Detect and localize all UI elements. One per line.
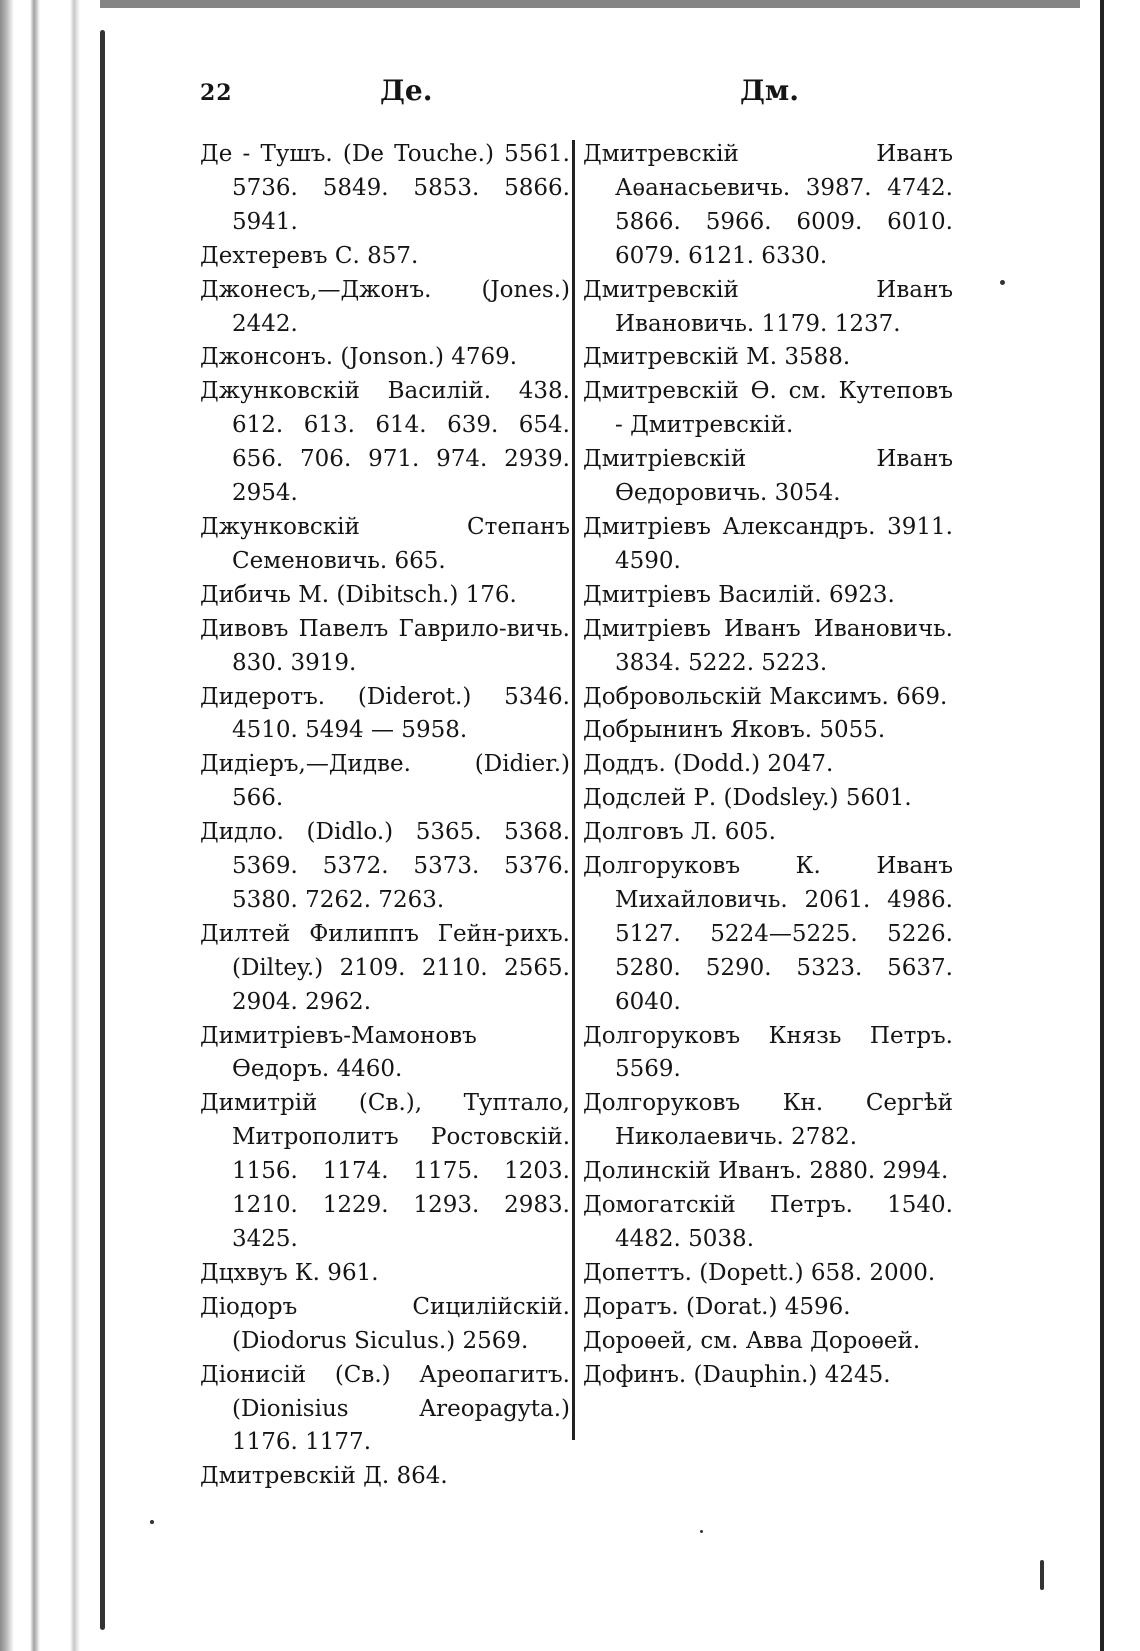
index-entry: Домогатскій Петръ. 1540. 4482. 5038. xyxy=(583,1192,953,1252)
right-running-head: Дм. xyxy=(740,74,799,107)
index-entry: Димитріевъ-Мамоновъ Ѳедоръ. 4460. xyxy=(200,1022,477,1083)
index-entry: Дмитревскій Иванъ Ивановичь. 1179. 1237. xyxy=(583,276,953,337)
print-speck xyxy=(1040,1560,1044,1590)
page-number: 22 xyxy=(200,80,233,106)
index-entry: Добрынинъ Яковъ. 5055. xyxy=(583,717,886,744)
index-entry: Дмитревскій Иванъ Аѳанасьевичь. 3987. 4742. 5866. 5966. 6009. 6010. 6079. 6121. 6330. xyxy=(583,141,953,269)
index-entry: Джунковскій Степанъ Семеновичь. 665. xyxy=(200,513,570,574)
index-entry: Діодоръ Сицилійскій. (Diodorus Siculus.) 2569. xyxy=(200,1293,570,1354)
print-speck xyxy=(150,1520,154,1524)
index-entry: Дивовъ Павелъ Гаврило-вичь. 830. 3919. xyxy=(200,615,570,676)
index-entry: Де - Тушъ. (De Touche.) 5561. 5736. 5849. 5853. 5866. 5941. xyxy=(200,141,570,235)
left-index-column xyxy=(200,138,570,1494)
index-entry: Долговъ Л. 605. xyxy=(583,819,776,846)
index-entry: Дофинъ. (Dauphin.) 4245. xyxy=(583,1361,891,1388)
index-entry: Доратъ. (Dorat.) 4596. xyxy=(583,1293,851,1320)
index-entry: Джонсонъ. (Jonson.) 4769. xyxy=(200,344,518,371)
index-entry: Дидло. (Didlo.) 5365. 5368. 5369. 5372. 5373. 5376. 5380. 7262. 7263. xyxy=(200,819,570,913)
index-entry: Дмитревскій Ѳ. см. Кутеповъ - Дмитревскій. xyxy=(583,378,953,439)
binding-edge xyxy=(100,30,105,1630)
index-entry: Дмитріевъ Иванъ Ивановичь. 3834. 5222. 5223. xyxy=(583,615,953,676)
index-entry: Дмитревскій М. 3588. xyxy=(583,344,851,371)
print-speck xyxy=(700,1530,703,1533)
index-entry: Дмитріевъ Александръ. 3911. 4590. xyxy=(583,513,953,574)
index-entry: Долгоруковъ Князь Петръ. 5569. xyxy=(583,1022,953,1083)
index-entry: Дмитревскій Д. 864. xyxy=(200,1463,448,1490)
print-speck xyxy=(1000,280,1005,285)
top-page-edge xyxy=(100,0,1080,8)
right-index-column xyxy=(583,138,953,1393)
index-entry: Діонисій (Св.) Ареопагитъ. (Dionisius Areopagyta.) 1176. 1177. xyxy=(200,1361,570,1456)
index-entry: Доддъ. (Dodd.) 2047. xyxy=(583,751,834,778)
running-head xyxy=(200,74,1000,124)
column-divider xyxy=(572,140,575,1440)
index-entry: Додслей Р. (Dodsley.) 5601. xyxy=(583,785,912,812)
index-entry: Дибичь М. (Dibitsch.) 176. xyxy=(200,581,517,608)
index-entry: Дороѳей, см. Авва Дороѳей. xyxy=(583,1327,921,1354)
index-entry: Долинскій Иванъ. 2880. 2994. xyxy=(583,1158,949,1185)
index-entry: Долгоруковъ К. Иванъ Михайловичь. 2061. 4986. 5127. 5224—5225. 5226. 5280. 5290. 5323. 5637. 6040. xyxy=(583,853,953,1015)
index-entry: Долгоруковъ Кн. Сергѣй Николаевичь. 2782. xyxy=(583,1090,953,1151)
index-entry: Дилтей Филиппъ Гейн-рихъ. (Diltey.) 2109. 2110. 2565. 2904. 2962. xyxy=(200,920,570,1015)
right-page-edge xyxy=(1100,0,1104,1651)
index-entry: Дмитріевъ Василій. 6923. xyxy=(583,581,895,608)
index-entry: Дехтеревъ С. 857. xyxy=(200,242,419,269)
index-entry: Дцхвуъ К. 961. xyxy=(200,1259,379,1286)
index-entry: Допеттъ. (Dopett.) 658. 2000. xyxy=(583,1259,936,1286)
index-entry: Дидіеръ,—Дидве. (Didier.) 566. xyxy=(200,751,570,812)
left-running-head: Де. xyxy=(380,74,433,107)
index-entry: Дидеротъ. (Diderot.) 5346. 4510. 5494 — 5958. xyxy=(200,683,570,744)
index-entry: Джунковскій Василій. 438. 612. 613. 614. 639. 654. 656. 706. 971. 974. 2939. 2954. xyxy=(200,378,570,507)
index-entry: Джонесъ,—Джонъ. (Jones.) 2442. xyxy=(200,276,570,337)
index-entry: Добровольскій Максимъ. 669. xyxy=(583,683,948,710)
index-entry: Дмитріевскій Иванъ Ѳедоровичь. 3054. xyxy=(583,446,953,507)
index-entry: Димитрій (Св.), Туптало, Митрополитъ Ростовскій. 1156. 1174. 1175. 1203. 1210. 1229. 1293. 2983. 3425. xyxy=(200,1090,570,1252)
